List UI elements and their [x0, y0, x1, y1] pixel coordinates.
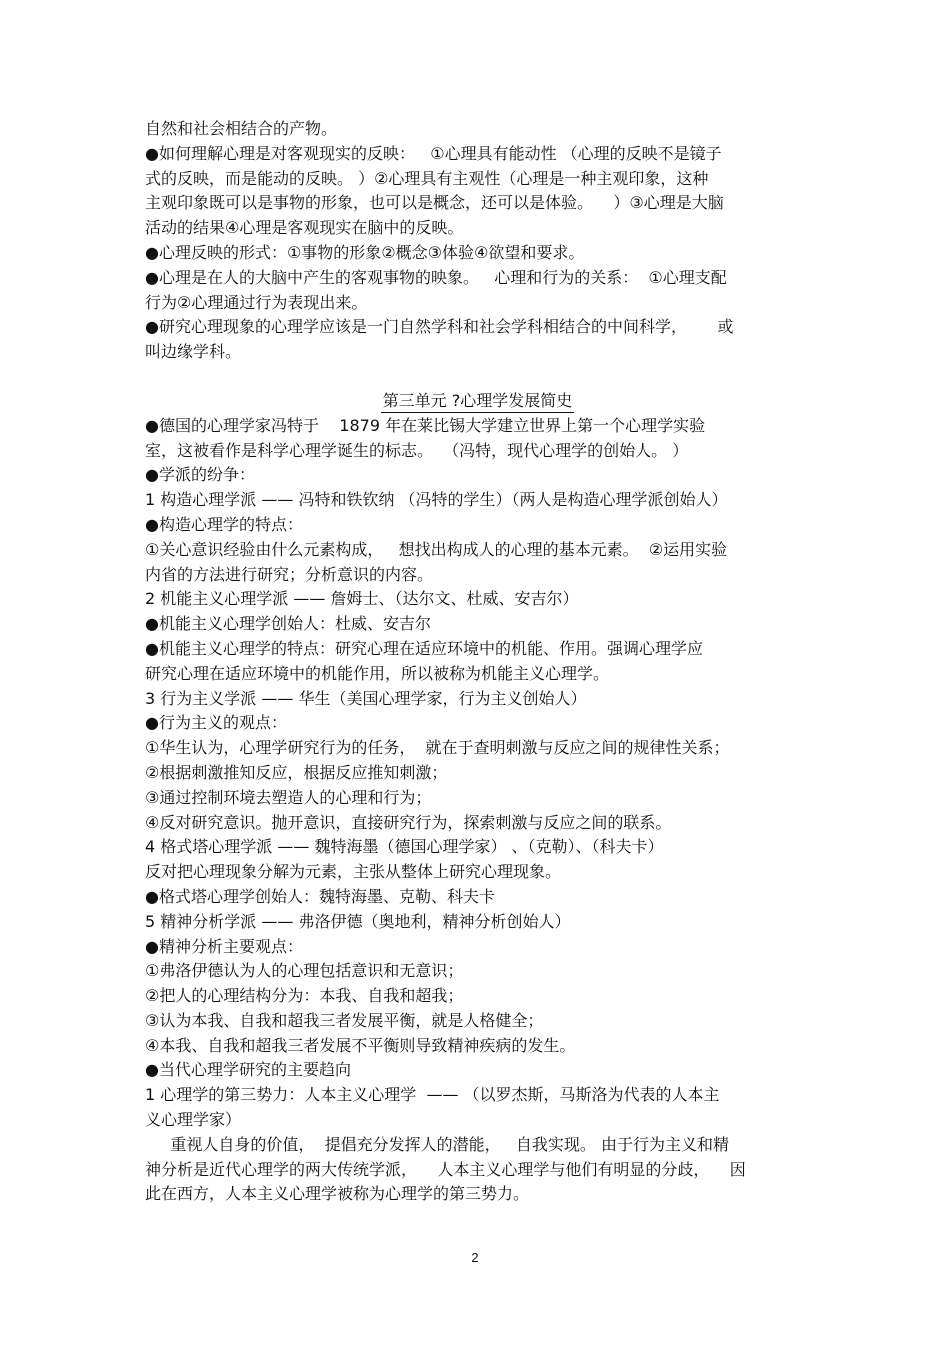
- text-line: ①关心意识经验由什么元素构成， 想找出构成人的心理的基本元素。 ②运用实验: [145, 539, 728, 559]
- text-line: 内省的方法进行研究；分析意识的内容。: [145, 564, 434, 584]
- text-line: 反对把心理现象分解为元素，主张从整体上研究心理现象。: [145, 862, 562, 882]
- text-line: 神分析是近代心理学的两大传统学派， 人本主义心理学与他们有明显的分歧， 因: [145, 1159, 746, 1179]
- text-line: ④本我、自我和超我三者发展不平衡则导致精神疾病的发生。: [145, 1035, 576, 1055]
- text-line: ●研究心理现象的心理学应该是一门自然学科和社会学科相结合的中间科学， 或: [145, 317, 734, 337]
- text-line: 研究心理在适应环境中的机能作用，所以被称为机能主义心理学。: [145, 663, 610, 683]
- text-line: ●德国的心理学家冯特于 1879 年在莱比锡大学建立世界上第一个心理学实验: [145, 415, 706, 435]
- text-line: 行为②心理通过行为表现出来。: [145, 292, 368, 312]
- page-number: 2: [471, 1250, 479, 1265]
- text-line: 此在西方，人本主义心理学被称为心理学的第三势力。: [145, 1184, 530, 1204]
- text-line: ①华生认为，心理学研究行为的任务， 就在于查明刺激与反应之间的规律性关系；: [145, 738, 730, 758]
- text-line: 叫边缘学科。: [145, 342, 242, 362]
- text-line: 主观印象既可以是事物的形象，也可以是概念，还可以是体验。 ）③心理是大脑: [145, 193, 724, 213]
- section-gap: [145, 365, 810, 389]
- text-line: ③通过控制环境去塑造人的心理和行为；: [145, 787, 432, 807]
- text-line: 式的反映，而是能动的反映。 ）②心理具有主观性（心理是一种主观印象，这种: [145, 168, 709, 188]
- text-line: ●学派的纷争：: [145, 465, 255, 485]
- text-line: 3 行为主义学派 —— 华生（美国心理学家，行为主义创始人）: [145, 688, 587, 708]
- text-line: 重视人自身的价值， 提倡充分发挥人的潜能， 自我实现。 由于行为主义和精: [145, 1134, 729, 1154]
- text-line: 室，这被看作是科学心理学诞生的标志。 （冯特，现代心理学的创始人。 ）: [145, 440, 689, 460]
- text-line: 1 心理学的第三势力：人本主义心理学 —— （以罗杰斯，马斯洛为代表的人本主: [145, 1085, 720, 1105]
- text-line: ●机能主义心理学创始人：杜威、安吉尔: [145, 614, 431, 634]
- text-line: ②根据刺激推知反应，根据反应推知刺激；: [145, 762, 448, 782]
- text-line: ●机能主义心理学的特点：研究心理在适应环境中的机能、作用。强调心理学应: [145, 638, 703, 658]
- section-paragraphs: [145, 414, 810, 1208]
- text-line: ●心理是在人的大脑中产生的客观事物的映象。 心理和行为的关系： ①心理支配: [145, 267, 727, 287]
- text-line: ●构造心理学的特点：: [145, 514, 303, 534]
- section-heading-row: [145, 389, 810, 414]
- text-line: ④反对研究意识。抛开意识，直接研究行为，探索刺激与反应之间的联系。: [145, 812, 672, 832]
- text-line: ●当代心理学研究的主要趋向: [145, 1060, 351, 1080]
- text-line: ③认为本我、自我和超我三者发展平衡，就是人格健全；: [145, 1010, 544, 1030]
- text-line: ①弗洛伊德认为人的心理包括意识和无意识；: [145, 961, 464, 981]
- text-line: ②把人的心理结构分为：本我、自我和超我；: [145, 986, 464, 1006]
- text-line: ●精神分析主要观点：: [145, 936, 303, 956]
- section-heading: 第三单元 ?心理学发展简史: [381, 390, 575, 413]
- intro-paragraphs: [145, 117, 810, 365]
- text-line: ●行为主义的观点：: [145, 713, 287, 733]
- text-line: 活动的结果④心理是客观现实在脑中的反映。: [145, 218, 464, 238]
- text-line: 1 构造心理学派 —— 冯特和铁钦纳 （冯特的学生）（两人是构造心理学派创始人）: [145, 490, 728, 510]
- text-line: 自然和社会相结合的产物。: [145, 119, 338, 138]
- text-line: 4 格式塔心理学派 —— 魏特海墨（德国心理学家） 、（克勒）、（科夫卡）: [145, 837, 664, 857]
- text-line: ●如何理解心理是对客观现实的反映： ①心理具有能动性 （心理的反映不是镜子: [145, 143, 722, 163]
- text-line: ●心理反映的形式：①事物的形象②概念③体验④欲望和要求。: [145, 242, 585, 262]
- text-line: ●格式塔心理学创始人：魏特海墨、克勒、科夫卡: [145, 886, 495, 906]
- document-body: [145, 117, 810, 1207]
- text-line: 5 精神分析学派 —— 弗洛伊德（奥地利，精神分析创始人）: [145, 911, 571, 931]
- text-line: 义心理学家）: [145, 1110, 242, 1130]
- text-line: 2 机能主义心理学派 —— 詹姆士、（达尔文、杜威、安吉尔）: [145, 589, 579, 609]
